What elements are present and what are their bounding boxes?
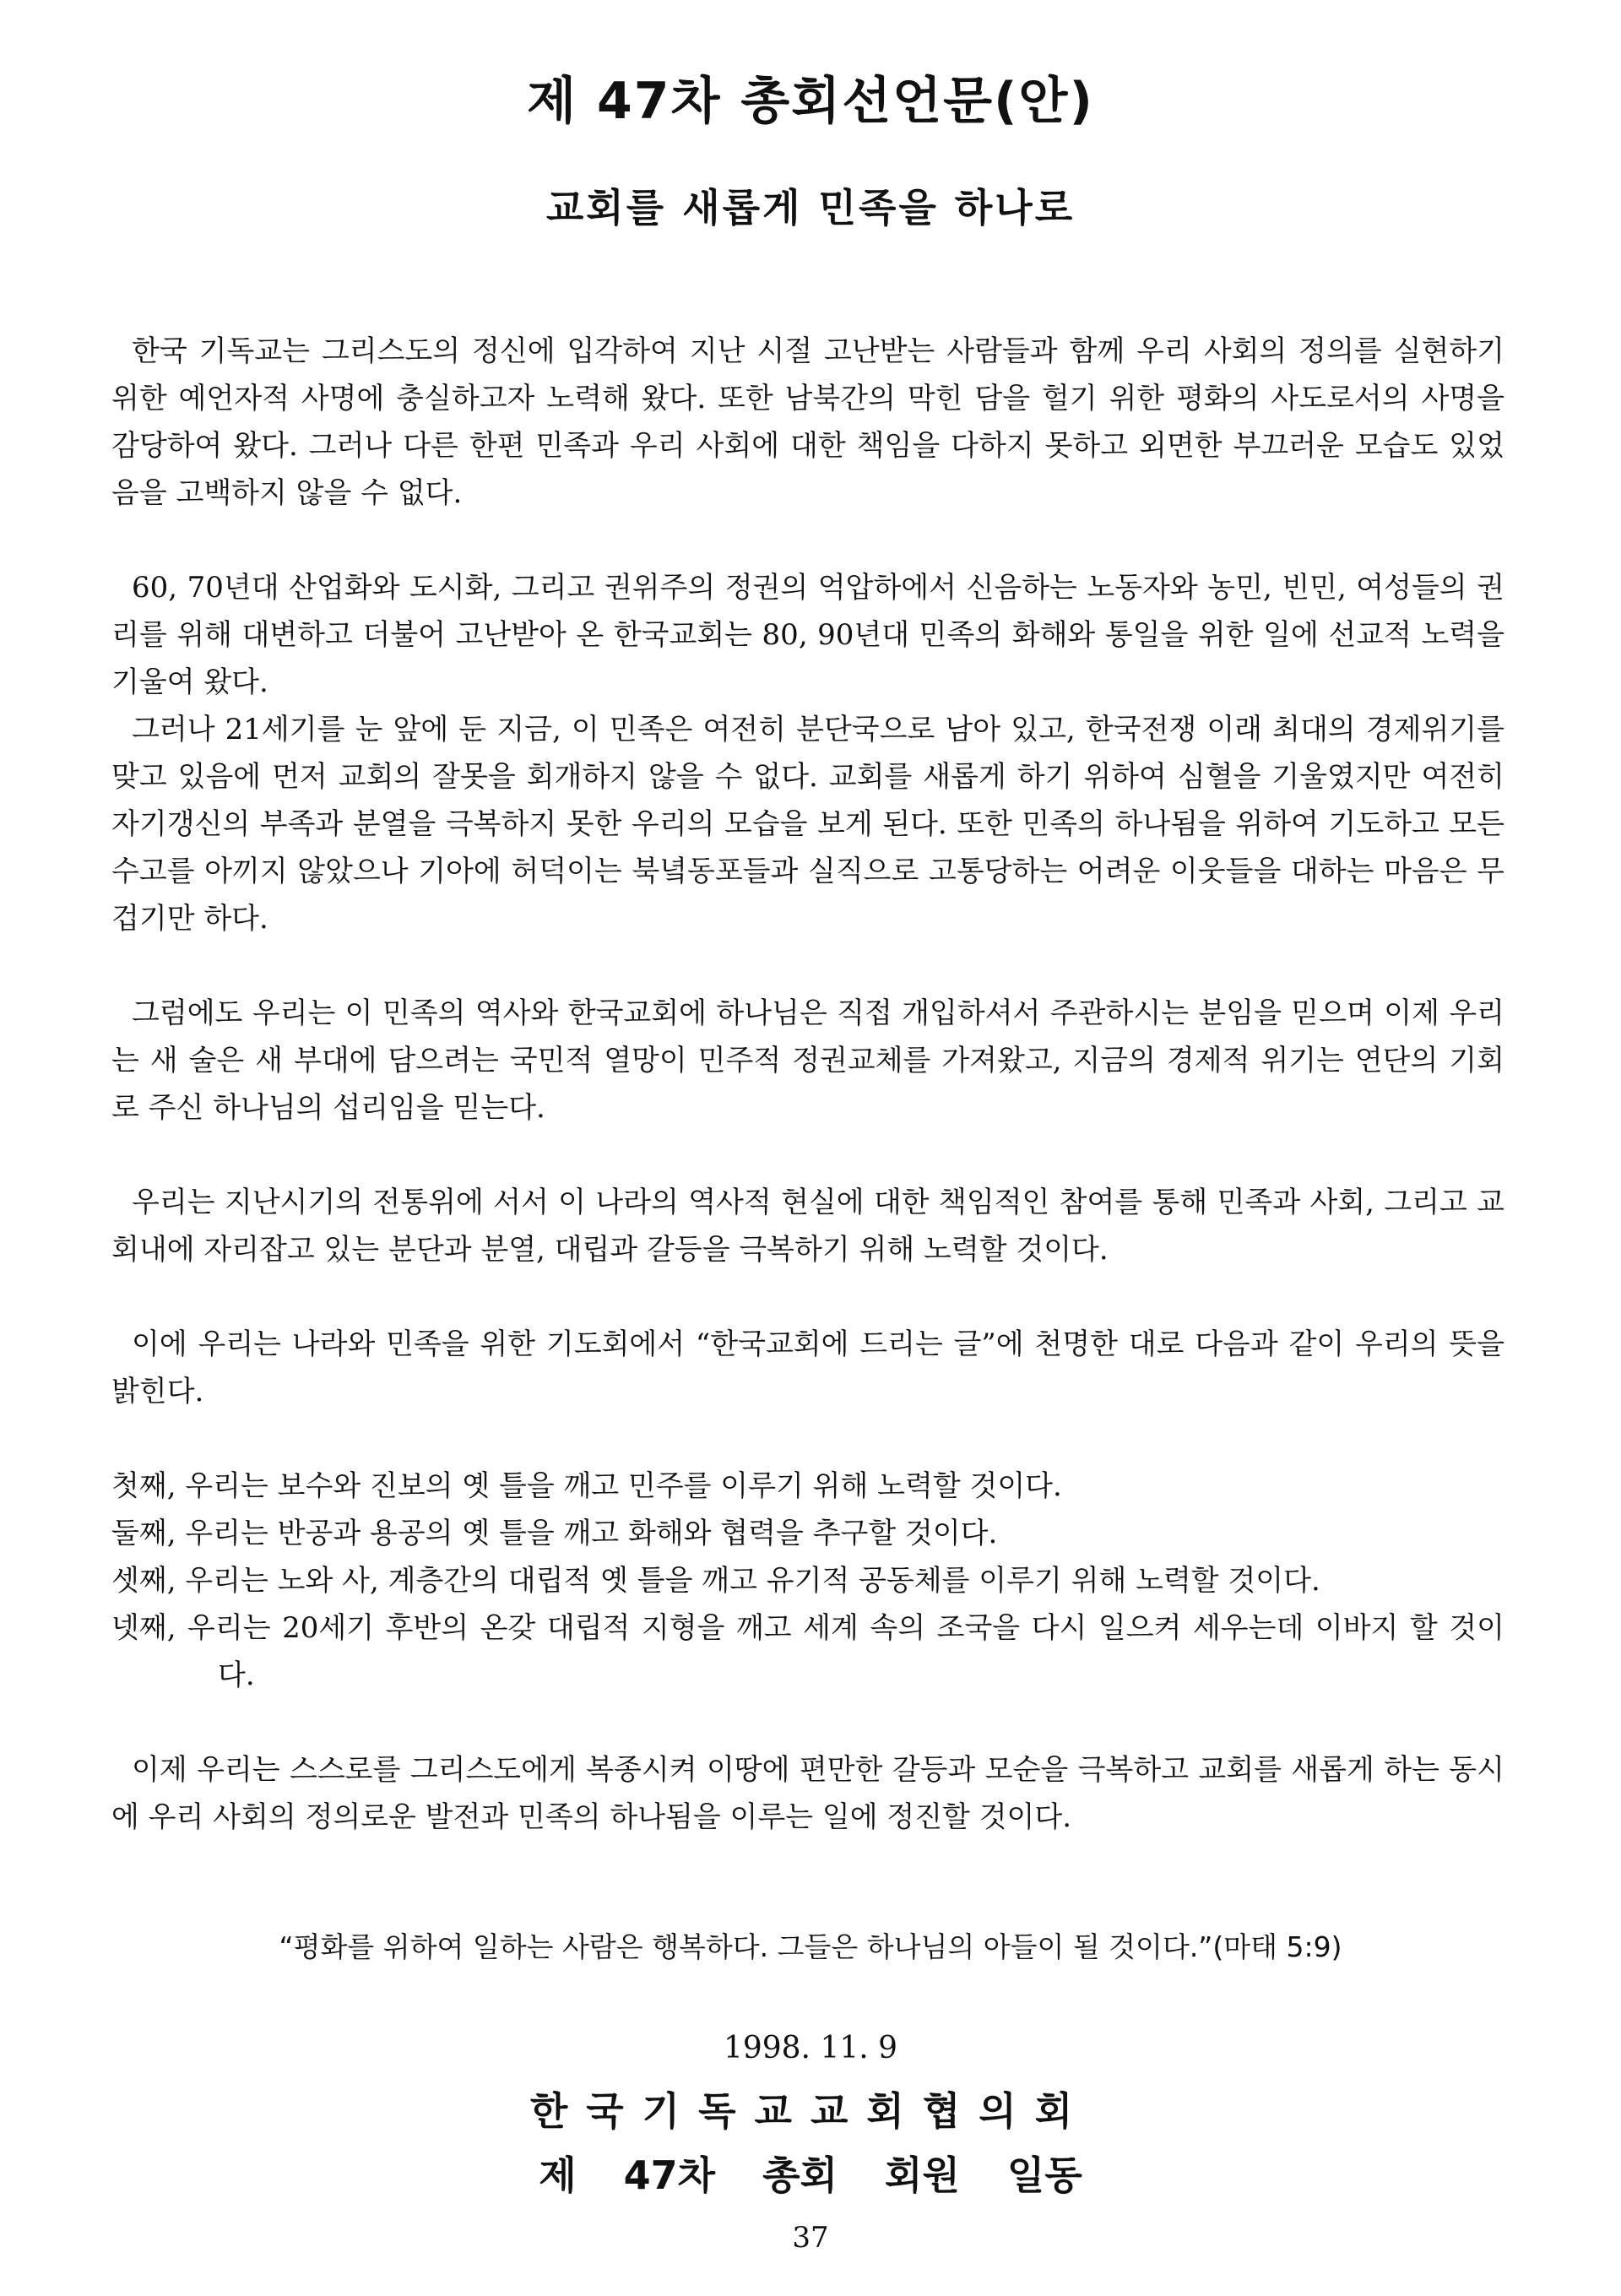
closing-paragraph: 이제 우리는 스스로를 그리스도에게 복종시켜 이땅에 편만한 갈등과 모순을 극복하고 교회를 새롭게 하는 동시에 우리 사회의 정의로운 발전과 민족의 하나됨을 이루는 일에 정진할 것이다. xyxy=(111,1753,1504,1834)
declaration-date: 1998. 11. 9 xyxy=(723,2031,898,2065)
document-title: 제 47차 총회선언문(안) xyxy=(527,72,1094,131)
paragraph-3: 그러나 21세기를 눈 앞에 둔 지금, 이 민족은 여전히 분단국으로 남아 있고, 한국전쟁 이래 최대의 경제위기를 맞고 있음에 먼저 교회의 잘못을 회개하지 않을 수 없다. 교회를 새롭게 하기 위하여 심혈을 기울였지만 여전히 자기갱신의 부족과 분열을 극복하지 못한 우리의 모습을 보게 된다. 또한 민족의 하나됨을 위하여 기도하고 모든 수고를 아끼지 않았으나 기아에 허덕이는 북녘동포들과 실직으로 고통당하는 어려운 이웃들을 대하는 마음은 무겁기만 하다. xyxy=(111,713,1504,936)
paragraph-1: 한국 기독교는 그리스도의 정신에 입각하여 지난 시절 고난받는 사람들과 함께 우리 사회의 정의를 실현하기 위한 예언자적 사명에 충실하고자 노력해 왔다. 또한 남북간의 막힌 담을 헐기 위한 평화의 사도로서의 사명을 감당하여 왔다. 그러나 다른 한편 민족과 우리 사회에 대한 책임을 다하지 못하고 외면한 부끄러운 모습도 있었음을 고백하지 않을 수 없다. xyxy=(111,334,1504,510)
organization-name: 한국기독교교회협의회 xyxy=(529,2088,1092,2134)
declaration-body xyxy=(111,328,1504,1841)
document-subtitle: 교회를 새롭게 민족을 하나로 xyxy=(545,185,1076,231)
paragraph-2: 60, 70년대 산업화와 도시화, 그리고 권위주의 정권의 억압하에서 신음하는 노동자와 농민, 빈민, 여성들의 권리를 위해 대변하고 더불어 고난받아 온 한국교회는 80, 90년대 민족의 화해와 통일을 위한 일에 선교적 노력을 기울여 왔다. xyxy=(111,571,1504,699)
resolution-item: 둘째, 우리는 반공과 용공의 옛 틀을 깨고 화해와 협력을 추구할 것이다. xyxy=(111,1517,998,1550)
assembly-signature: 제 47차 총회 회원 일동 xyxy=(539,2152,1082,2198)
resolution-item: 넷째, 우리는 20세기 후반의 온갖 대립적 지형을 깨고 세계 속의 조국을 다시 일으켜 세우는데 이바지 할 것이다. xyxy=(111,1611,1504,1692)
paragraph-6: 이에 우리는 나라와 민족을 위한 기도회에서 “한국교회에 드리는 글”에 천명한 대로 다음과 같이 우리의 뜻을 밝힌다. xyxy=(111,1327,1504,1409)
bible-quote: “평화를 위하여 일하는 사람은 행복하다. 그들은 하나님의 아들이 될 것이다.”(마태 5:9) xyxy=(279,1930,1342,1963)
resolution-item: 셋째, 우리는 노와 사, 계층간의 대립적 옛 틀을 깨고 유기적 공동체를 이루기 위해 노력할 것이다. xyxy=(111,1564,1320,1598)
paragraph-5: 우리는 지난시기의 전통위에 서서 이 나라의 역사적 현실에 대한 책임적인 참여를 통해 민족과 사회, 그리고 교회내에 자리잡고 있는 분단과 분열, 대립과 갈등을 극복하기 위해 노력할 것이다. xyxy=(111,1186,1504,1267)
resolution-list xyxy=(111,1463,1504,1699)
resolution-item: 첫째, 우리는 보수와 진보의 옛 틀을 깨고 민주를 이루기 위해 노력할 것이다. xyxy=(111,1469,1062,1503)
paragraph-4: 그럼에도 우리는 이 민족의 역사와 한국교회에 하나님은 직접 개입하셔서 주관하시는 분임을 믿으며 이제 우리는 새 술은 새 부대에 담으려는 국민적 열망이 민주적 정권교체를 가져왔고, 지금의 경제적 위기는 연단의 기회로 주신 하나님의 섭리임을 믿는다. xyxy=(111,996,1504,1125)
page-number: 37 xyxy=(792,2221,829,2255)
